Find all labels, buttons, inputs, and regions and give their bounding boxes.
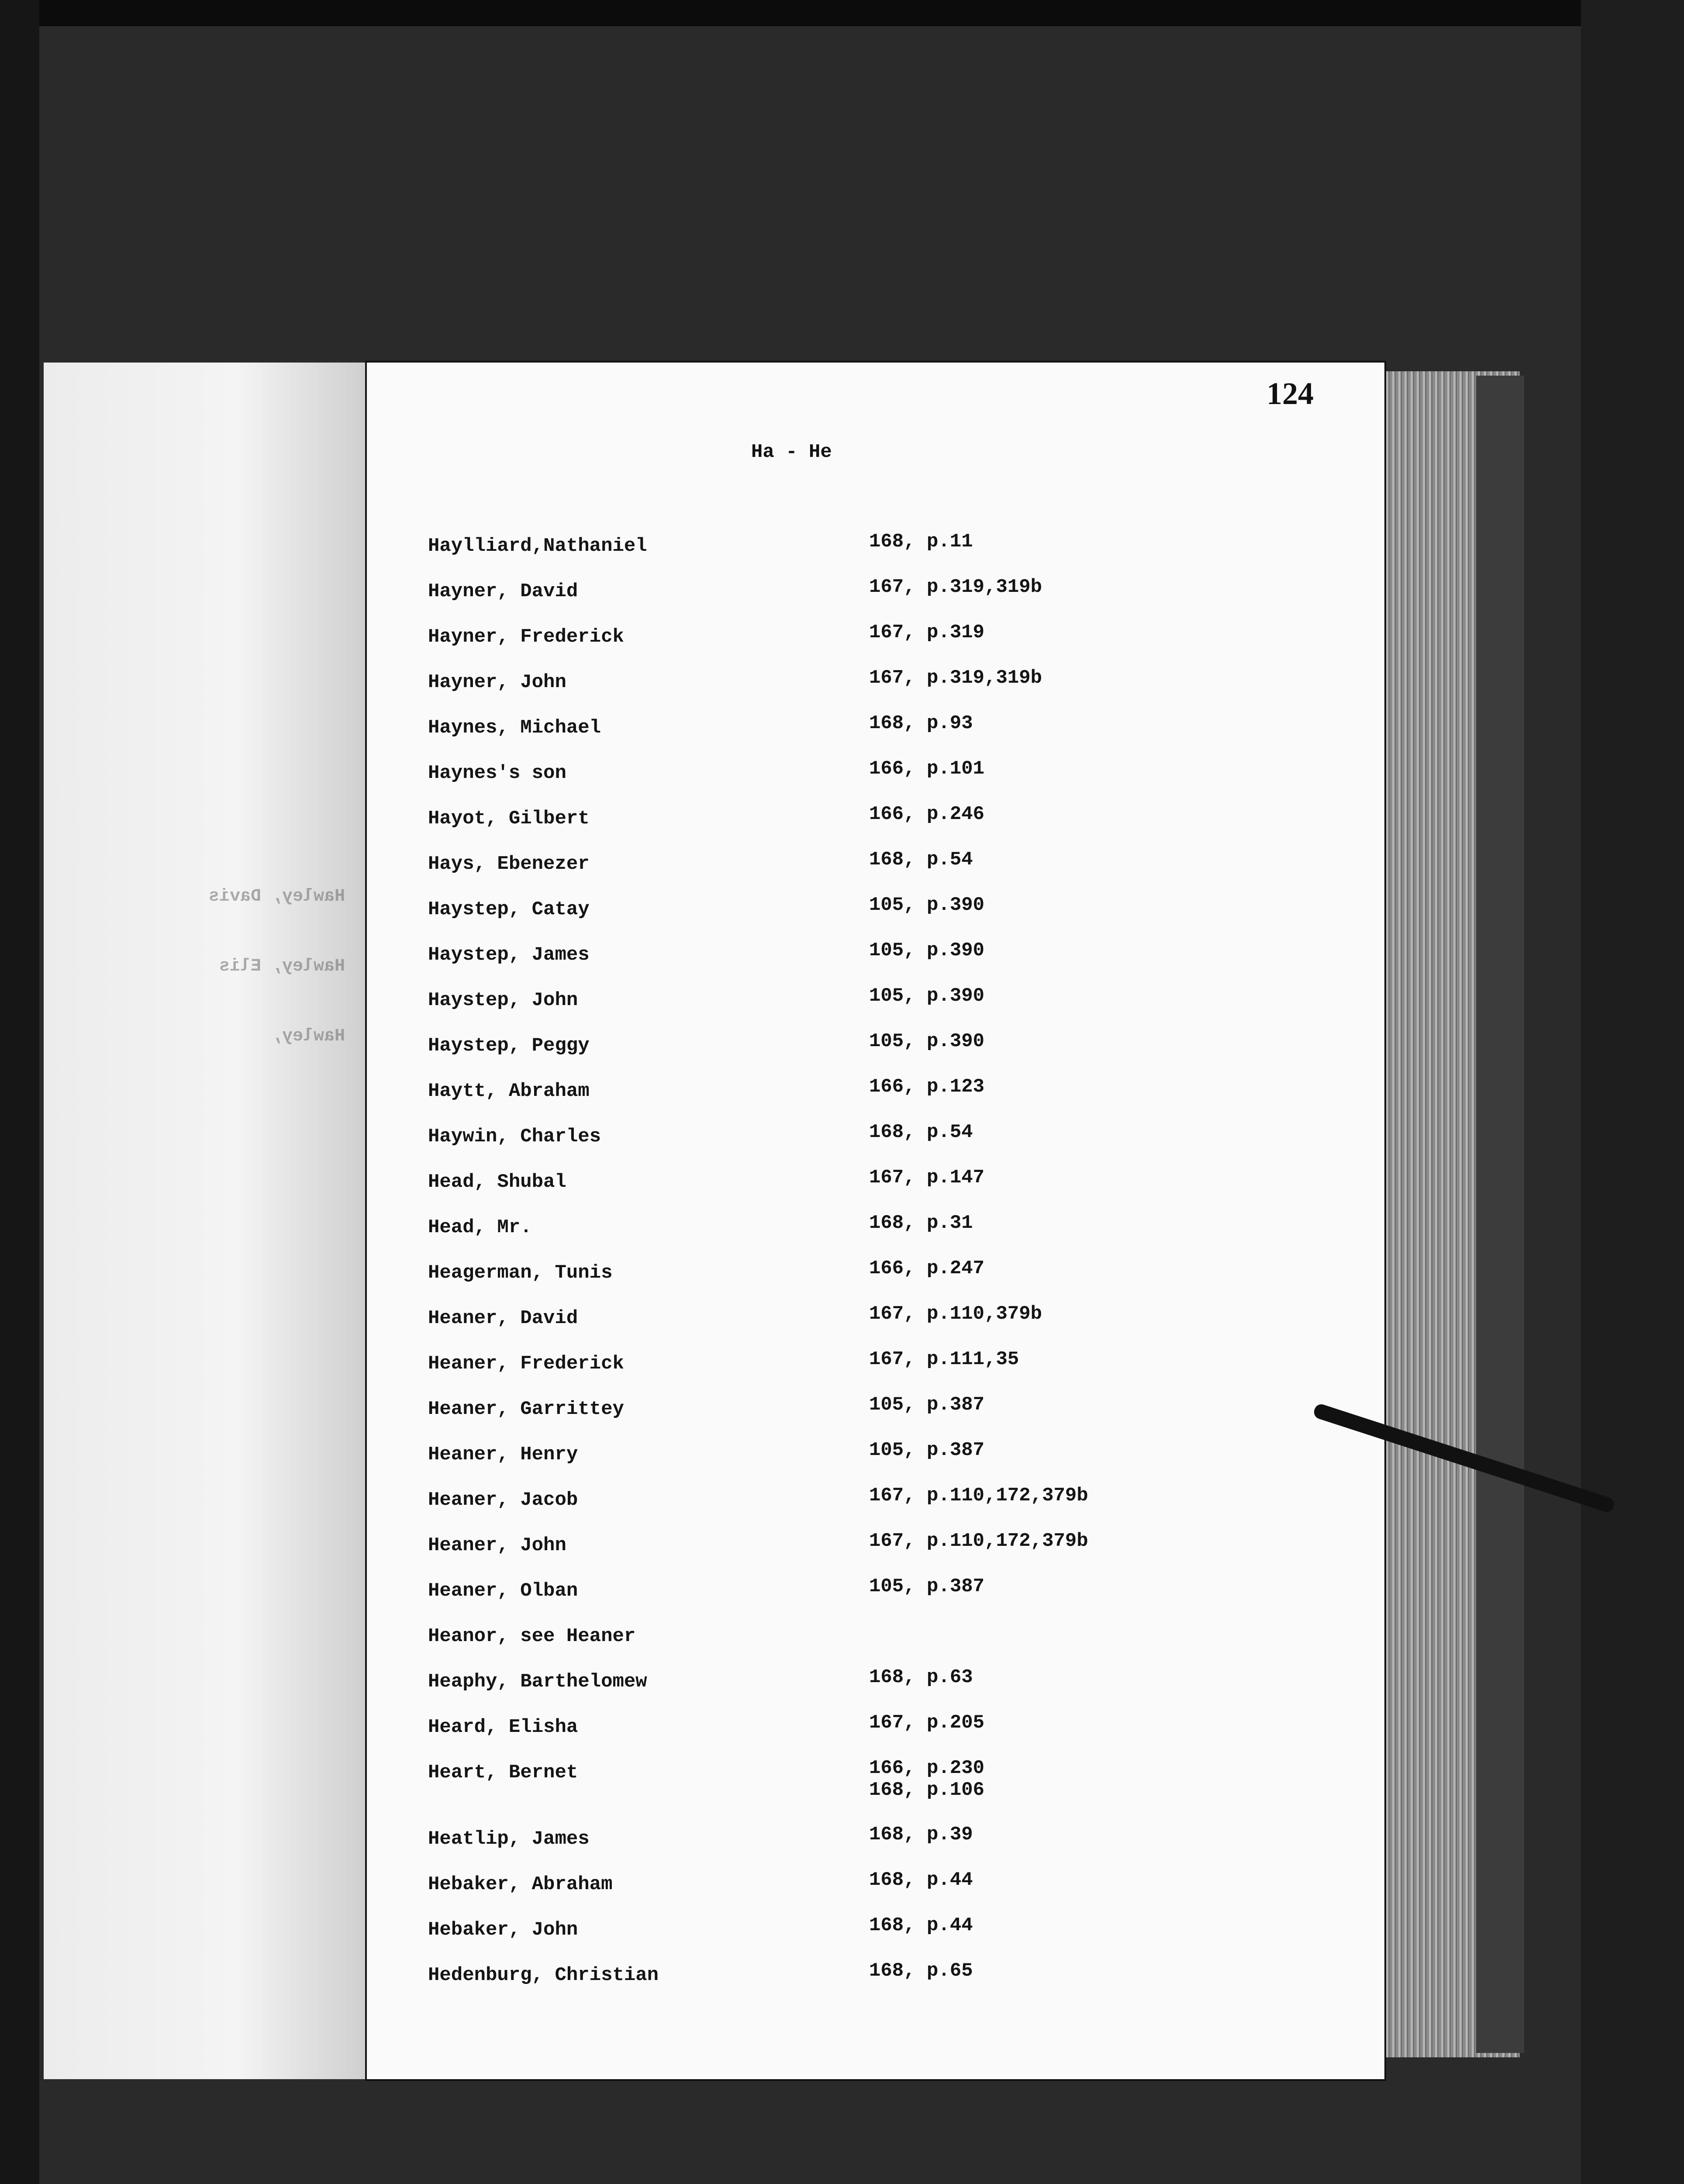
entry-name: Hays, Ebenezer	[428, 853, 590, 875]
entry-reference: 167, p.110,379b	[869, 1303, 1042, 1325]
entry-name: Head, Mr.	[428, 1216, 532, 1238]
ghost-line: Hawley,	[271, 1026, 345, 1046]
entry-name: Heaner, Olban	[428, 1580, 578, 1602]
entry-reference: 105, p.390	[869, 940, 985, 961]
entry-name: Heart, Bernet	[428, 1762, 578, 1783]
scan-right-border	[1581, 0, 1684, 2184]
entry-reference: 166, p.101	[869, 758, 985, 780]
entry-name: Heaner, Garrittey	[428, 1398, 624, 1420]
entry-reference: 105, p.387	[869, 1576, 985, 1597]
entry-name: Heaner, Jacob	[428, 1489, 578, 1511]
book-spine-shadow	[1476, 376, 1524, 2053]
entry-name: Heaner, Frederick	[428, 1353, 624, 1375]
entry-reference: 168, p.65	[869, 1960, 973, 1982]
entry-reference: 166, p.247	[869, 1258, 985, 1279]
entry-name: Hebaker, Abraham	[428, 1873, 613, 1895]
entry-name: Haystep, Peggy	[428, 1035, 590, 1057]
entry-reference: 168, p.54	[869, 1121, 973, 1143]
entry-name: Haywin, Charles	[428, 1126, 601, 1147]
entry-reference: 168, p.31	[869, 1212, 973, 1234]
entry-name: Haynes, Michael	[428, 717, 601, 739]
entry-reference: 167, p.110,172,379b	[869, 1485, 1088, 1507]
scan-top-border	[0, 0, 1684, 26]
entry-name: Haystep, John	[428, 989, 578, 1011]
entry-name: Heard, Elisha	[428, 1716, 578, 1738]
entry-name: Heagerman, Tunis	[428, 1262, 613, 1284]
entry-reference: 168, p.44	[869, 1869, 973, 1891]
alphabetical-range-heading: Ha - He	[751, 441, 832, 463]
entry-name: Hayner, Frederick	[428, 626, 624, 648]
entry-reference: 168, p.11	[869, 531, 973, 553]
ghost-line: Hawley, Davis	[208, 887, 345, 906]
entry-reference: 167, p.111,35	[869, 1348, 1019, 1370]
entry-name: Heaner, Henry	[428, 1444, 578, 1465]
entry-name: Haystep, James	[428, 944, 590, 966]
entry-reference: 168, p.54	[869, 849, 973, 871]
entry-name: Heanor, see Heaner	[428, 1625, 636, 1647]
entry-reference: 168, p.44	[869, 1914, 973, 1936]
entry-reference: 105, p.390	[869, 1030, 985, 1052]
entry-reference: 168, p.106	[869, 1779, 985, 1801]
entry-reference: 168, p.93	[869, 712, 973, 734]
left-facing-page	[44, 363, 367, 2079]
bleed-through-text	[44, 887, 358, 1760]
page-number: 124	[1266, 376, 1314, 411]
entry-name: Heatlip, James	[428, 1828, 590, 1850]
entry-name: Heaner, John	[428, 1534, 566, 1556]
entry-reference: 166, p.246	[869, 803, 985, 825]
entry-reference: 105, p.390	[869, 985, 985, 1007]
entry-name: Heaphy, Barthelomew	[428, 1671, 647, 1693]
entry-name: Hedenburg, Christian	[428, 1964, 659, 1986]
entry-reference: 167, p.110,172,379b	[869, 1530, 1088, 1552]
entry-name: Haynes's son	[428, 762, 566, 784]
entry-name: Heaner, David	[428, 1307, 578, 1329]
scan-left-border	[0, 0, 39, 2184]
entry-reference: 167, p.319,319b	[869, 667, 1042, 689]
entry-reference: 168, p.39	[869, 1824, 973, 1845]
entry-reference: 166, p.123	[869, 1076, 985, 1098]
entry-reference: 167, p.319	[869, 622, 985, 643]
entry-name: Haylliard,Nathaniel	[428, 535, 647, 557]
ghost-line: Hawley, Elis	[219, 957, 345, 976]
entry-reference: 105, p.387	[869, 1439, 985, 1461]
entry-reference: 105, p.390	[869, 894, 985, 916]
entry-name: Haytt, Abraham	[428, 1080, 590, 1102]
entry-name: Hayot, Gilbert	[428, 808, 590, 829]
entry-reference: 167, p.147	[869, 1167, 985, 1189]
entry-reference: 105, p.387	[869, 1394, 985, 1416]
entry-name: Hayner, John	[428, 671, 566, 693]
entry-name: Haystep, Catay	[428, 898, 590, 920]
entry-reference: 166, p.230	[869, 1757, 985, 1779]
entry-reference: 167, p.205	[869, 1712, 985, 1734]
entry-name: Hayner, David	[428, 581, 578, 602]
entry-reference: 167, p.319,319b	[869, 576, 1042, 598]
entry-name: Head, Shubal	[428, 1171, 566, 1193]
entry-name: Hebaker, John	[428, 1919, 578, 1941]
entry-reference: 168, p.63	[869, 1666, 973, 1688]
